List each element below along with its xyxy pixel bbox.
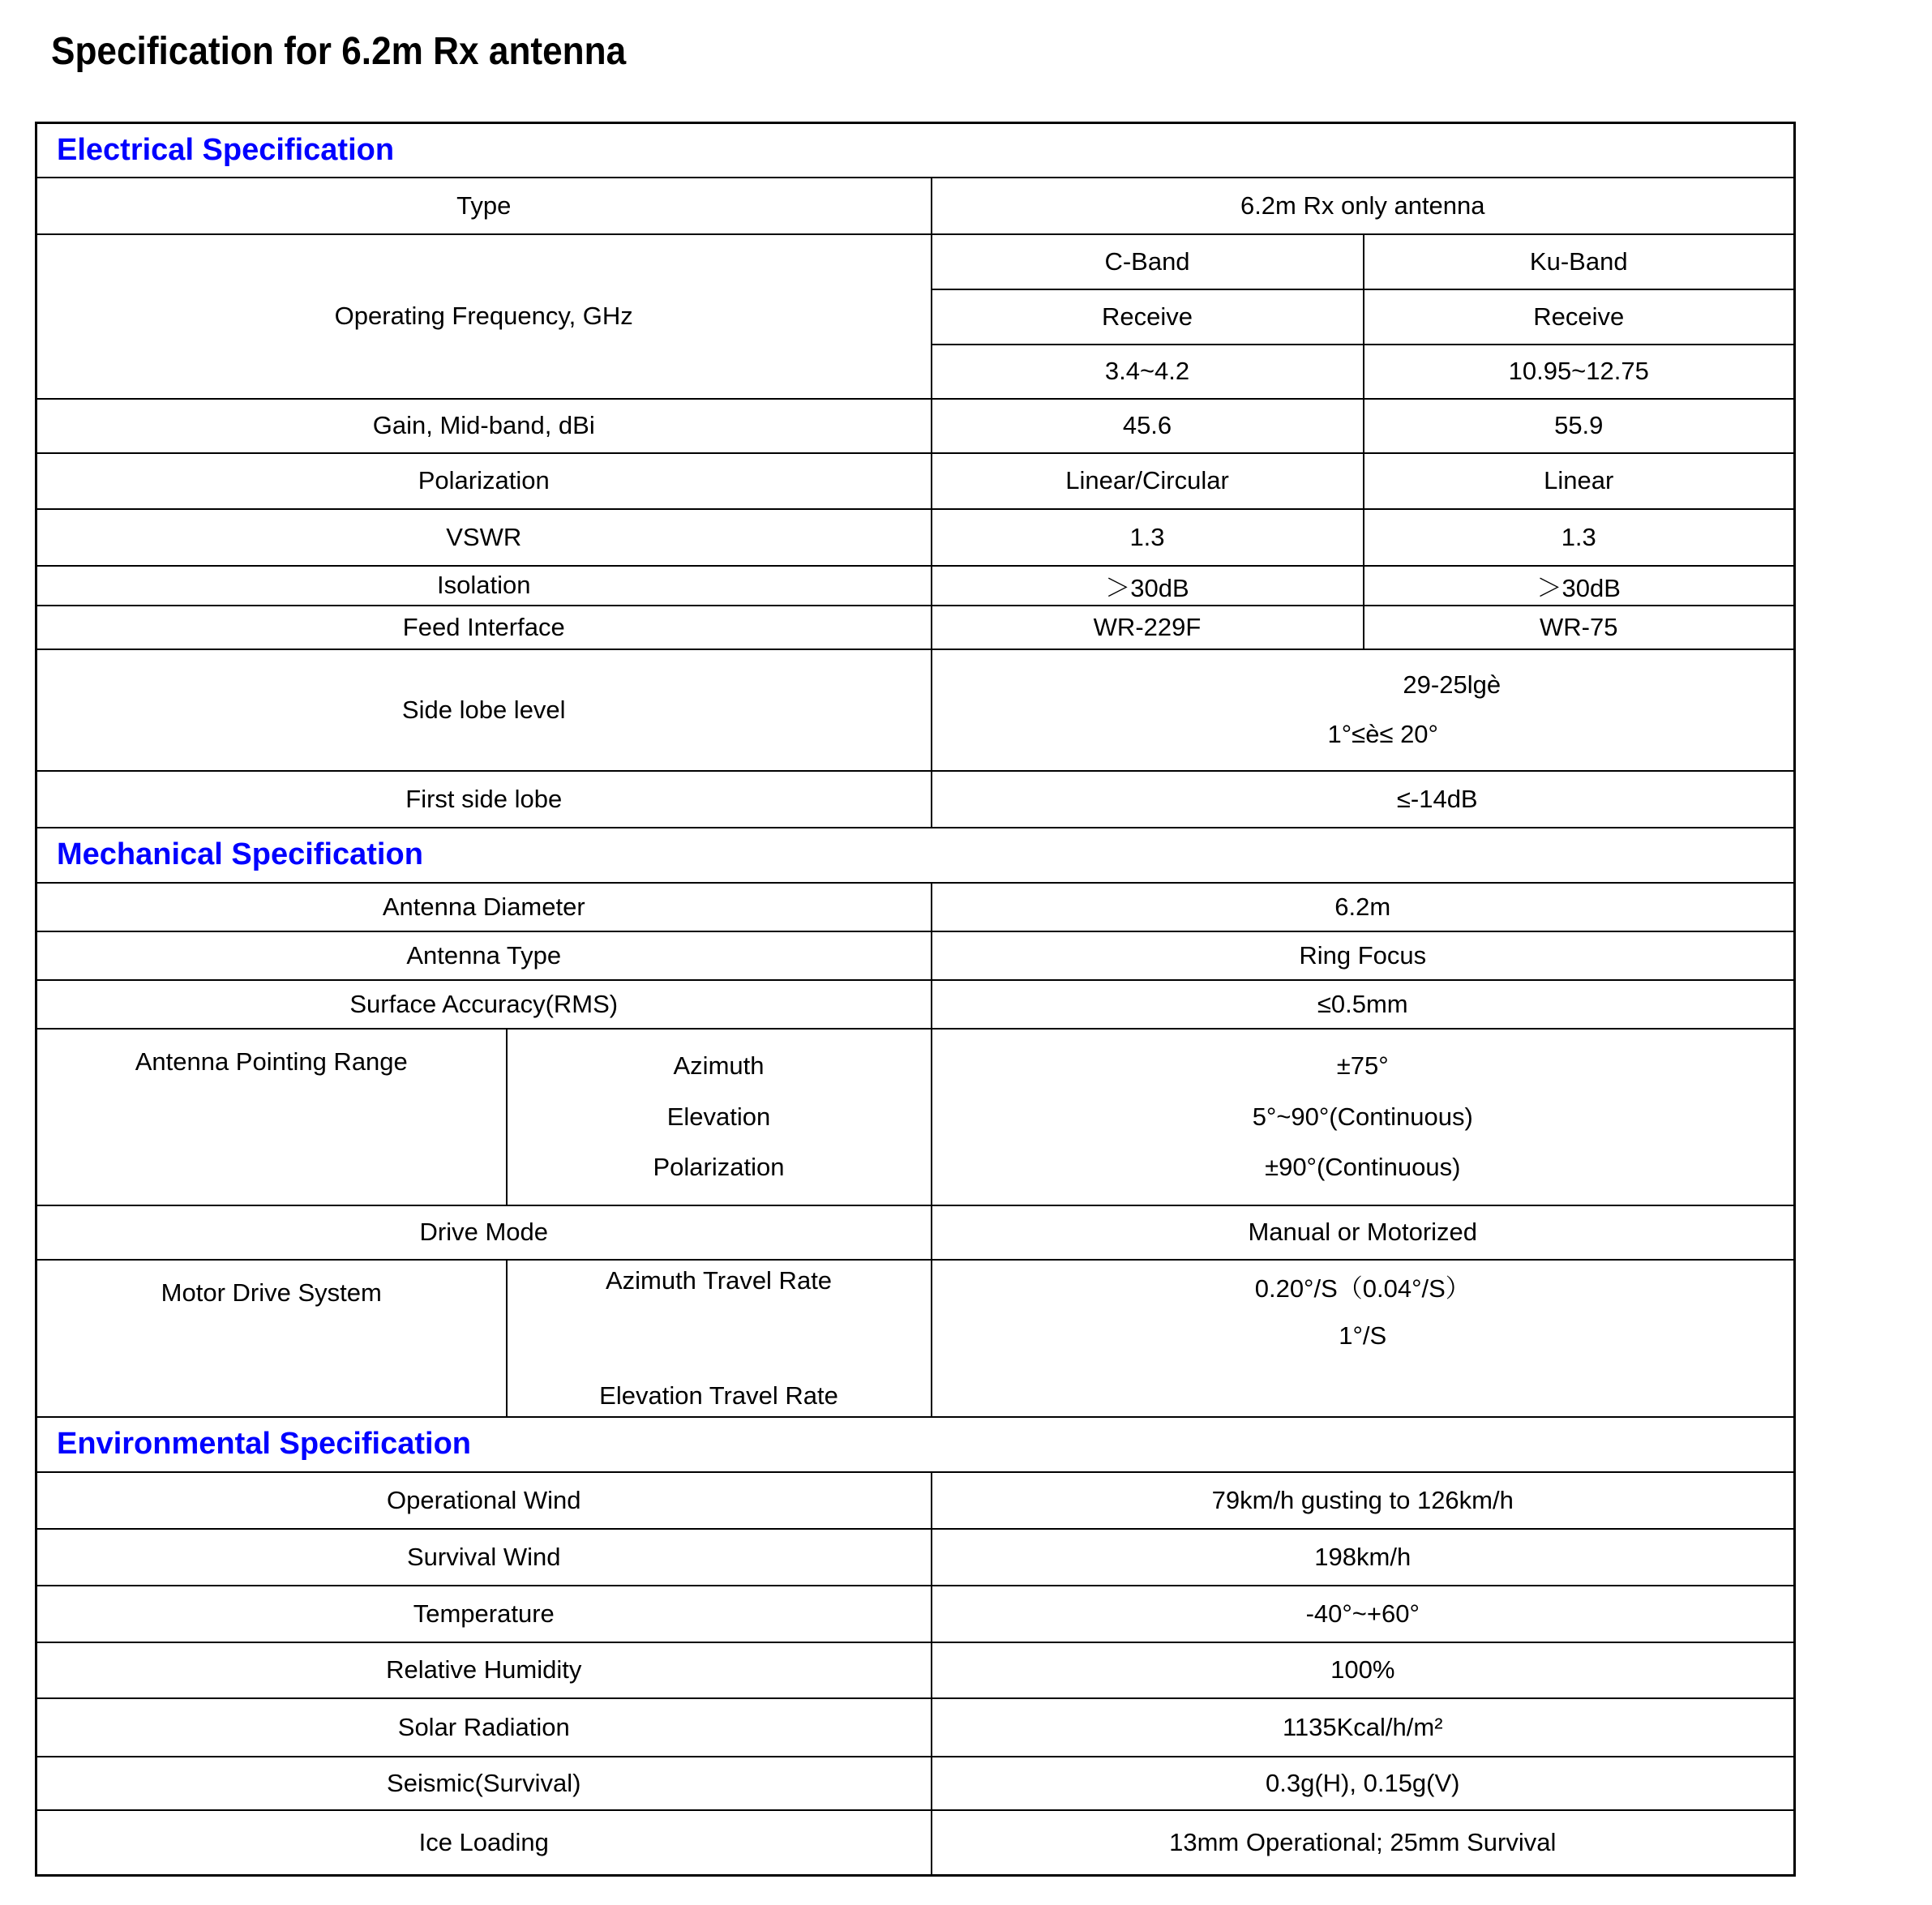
seismic-label-cell: Seismic(Survival)	[36, 1757, 932, 1810]
seismic-value-cell: 0.3g(H), 0.15g(V)	[932, 1757, 1795, 1810]
motor-drive-rates-cell	[507, 1260, 932, 1417]
feed-interface-label-cell: Feed Interface	[36, 606, 932, 649]
solar-radiation-label-cell: Solar Radiation	[36, 1698, 932, 1757]
operating-frequency-label-cell: Operating Frequency, GHz	[36, 234, 932, 399]
antenna-type-label-cell: Antenna Type	[36, 931, 932, 980]
operational-wind-value-cell: 79km/h gusting to 126km/h	[932, 1472, 1795, 1529]
elevation-travel-rate-value: 1°/S	[1339, 1321, 1387, 1350]
page-title: Specification for 6.2m Rx antenna	[51, 30, 627, 73]
pointing-polarization-value: ±90°(Continuous)	[1265, 1153, 1461, 1181]
feed-interface-ku-band-cell: WR-75	[1364, 606, 1795, 649]
first-side-lobe-value-cell: ≤-14dB	[932, 771, 1795, 828]
type-value-cell: 6.2m Rx only antenna	[932, 178, 1795, 234]
c-band-header-cell: C-Band	[932, 234, 1364, 289]
polarization-c-band-cell: Linear/Circular	[932, 453, 1364, 509]
isolation-label-cell: Isolation	[36, 566, 932, 606]
temperature-label-cell: Temperature	[36, 1586, 932, 1642]
first-side-lobe-label-cell: First side lobe	[36, 771, 932, 828]
survival-wind-value-cell: 198km/h	[932, 1529, 1795, 1586]
polarization-ku-band-cell: Linear	[1364, 453, 1795, 509]
pointing-elevation-value: 5°~90°(Continuous)	[1252, 1102, 1473, 1131]
side-lobe-range: 1°≤è≤ 20°	[1327, 719, 1438, 748]
pointing-azimuth-value: ±75°	[1336, 1051, 1389, 1080]
azimuth-travel-rate-value: 0.20°/S（0.04°/S）	[1254, 1274, 1471, 1303]
gain-c-band-cell: 45.6	[932, 399, 1364, 453]
vswr-label-cell: VSWR	[36, 509, 932, 566]
polarization-label-cell: Polarization	[36, 453, 932, 509]
vswr-ku-band-cell: 1.3	[1364, 509, 1795, 566]
relative-humidity-label-cell: Relative Humidity	[36, 1642, 932, 1698]
pointing-azimuth-label: Azimuth	[673, 1051, 765, 1080]
gain-label-cell: Gain, Mid-band, dBi	[36, 399, 932, 453]
side-lobe-formula: 29-25lgè	[1403, 670, 1501, 700]
gain-ku-band-cell: 55.9	[1364, 399, 1795, 453]
pointing-range-axes-cell	[507, 1029, 932, 1205]
ice-loading-value-cell: 13mm Operational; 25mm Survival	[932, 1810, 1795, 1876]
pointing-elevation-label: Elevation	[666, 1102, 771, 1131]
surface-accuracy-value-cell: ≤0.5mm	[932, 980, 1795, 1029]
feed-interface-c-band-cell: WR-229F	[932, 606, 1364, 649]
drive-mode-label-cell: Drive Mode	[36, 1205, 932, 1260]
motor-drive-values-cell	[932, 1260, 1795, 1417]
operational-wind-label-cell: Operational Wind	[36, 1472, 932, 1529]
antenna-type-value-cell: Ring Focus	[932, 931, 1795, 980]
c-band-range-cell: 3.4~4.2	[932, 345, 1364, 399]
spec-table	[35, 122, 1796, 1877]
elevation-travel-rate-label: Elevation Travel Rate	[599, 1381, 838, 1410]
pointing-range-label-cell: Antenna Pointing Range	[36, 1029, 507, 1205]
electrical-section-heading: Electrical Specification	[36, 123, 1795, 178]
motor-drive-label-cell: Motor Drive System	[36, 1260, 507, 1417]
solar-radiation-value-cell: 1135Kcal/h/m²	[932, 1698, 1795, 1757]
survival-wind-label-cell: Survival Wind	[36, 1529, 932, 1586]
temperature-value-cell: -40°~+60°	[932, 1586, 1795, 1642]
isolation-c-band-cell: ＞30dB	[932, 566, 1364, 606]
vswr-c-band-cell: 1.3	[932, 509, 1364, 566]
azimuth-travel-rate-label: Azimuth Travel Rate	[605, 1265, 833, 1295]
surface-accuracy-label-cell: Surface Accuracy(RMS)	[36, 980, 932, 1029]
ice-loading-label-cell: Ice Loading	[36, 1810, 932, 1876]
isolation-ku-band-cell: ＞30dB	[1364, 566, 1795, 606]
pointing-polarization-label: Polarization	[653, 1153, 785, 1181]
side-lobe-value-cell	[932, 649, 1795, 771]
drive-mode-value-cell: Manual or Motorized	[932, 1205, 1795, 1260]
side-lobe-label-cell: Side lobe level	[36, 649, 932, 771]
ku-band-range-cell: 10.95~12.75	[1364, 345, 1795, 399]
relative-humidity-value-cell: 100%	[932, 1642, 1795, 1698]
ku-band-header-cell: Ku-Band	[1364, 234, 1795, 289]
mechanical-section-heading: Mechanical Specification	[36, 828, 1795, 883]
c-band-mode-cell: Receive	[932, 289, 1364, 345]
ku-band-mode-cell: Receive	[1364, 289, 1795, 345]
antenna-diameter-value-cell: 6.2m	[932, 883, 1795, 931]
antenna-diameter-label-cell: Antenna Diameter	[36, 883, 932, 931]
pointing-range-values-cell	[932, 1029, 1795, 1205]
environmental-section-heading: Environmental Specification	[36, 1417, 1795, 1472]
type-label-cell: Type	[36, 178, 932, 234]
